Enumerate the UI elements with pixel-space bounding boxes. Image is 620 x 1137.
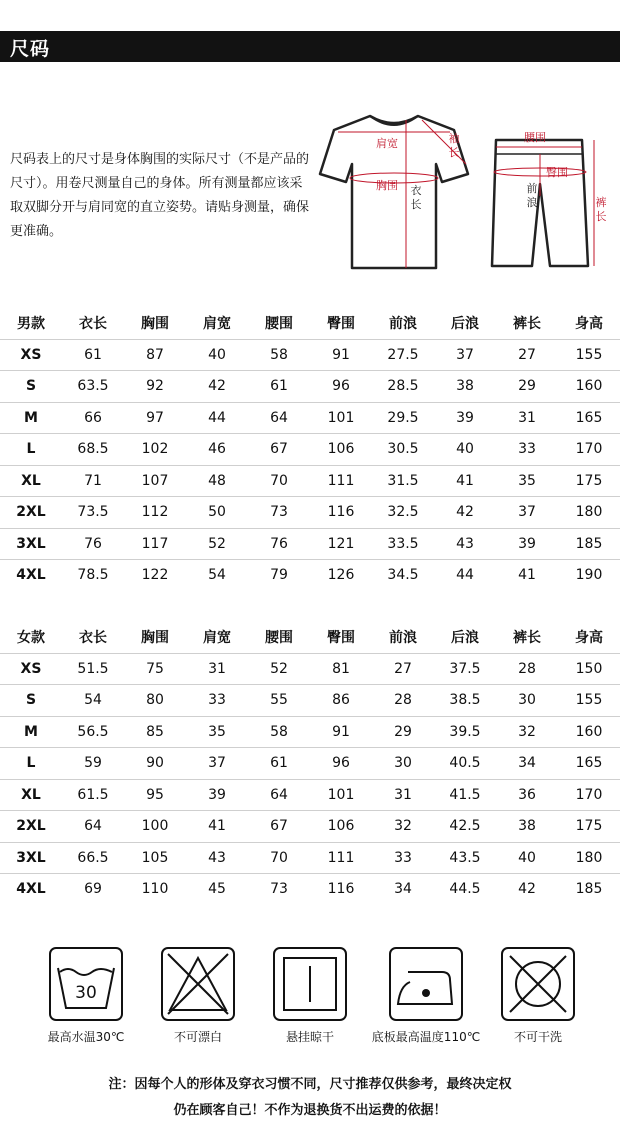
page-title: 尺码 [10, 38, 51, 60]
measurement-cell: 105 [124, 842, 186, 874]
women-size-table [0, 622, 620, 905]
measurement-cell: 50 [186, 497, 248, 529]
care-label: 底板最高温度110℃ [371, 1030, 481, 1044]
men-table-header [0, 308, 620, 339]
measurement-cell: 86 [310, 685, 372, 717]
measurement-cell: 41 [186, 811, 248, 843]
size-cell: M [0, 402, 62, 434]
measurement-cell: 32 [372, 811, 434, 843]
measurement-cell: 106 [310, 434, 372, 466]
measurement-cell: 54 [62, 685, 124, 717]
measurement-cell: 61 [62, 339, 124, 371]
measurement-cell: 64 [248, 402, 310, 434]
table-row [0, 874, 620, 905]
measurement-cell: 30 [372, 748, 434, 780]
measurement-cell: 52 [186, 528, 248, 560]
col-header: 衣长 [62, 622, 124, 653]
measurement-cell: 81 [310, 653, 372, 685]
care-label: 不可漂白 [173, 1030, 223, 1044]
measurement-cell: 48 [186, 465, 248, 497]
wash-30-icon [48, 946, 124, 1022]
hip-label: 臀围 [546, 166, 568, 179]
measurement-cell: 76 [62, 528, 124, 560]
shorts-icon [482, 134, 610, 274]
measurement-cell: 27 [372, 653, 434, 685]
measurement-cell: 54 [208, 567, 226, 584]
measurement-cell: 155 [558, 685, 620, 717]
measurement-cell: 42 [518, 881, 536, 898]
table-row [0, 560, 620, 591]
measurement-cell: 69 [84, 881, 102, 898]
col-header: 胸围 [124, 622, 186, 653]
col-header: 腰围 [248, 308, 310, 339]
measurement-cell: 73.5 [62, 497, 124, 529]
measurement-cell: 38 [496, 811, 558, 843]
care-label: 悬挂晾干 [285, 1030, 335, 1044]
table-row [0, 748, 620, 780]
no-bleach-icon [160, 946, 236, 1022]
size-cell: XL [0, 465, 62, 497]
measurement-cell: 63.5 [62, 371, 124, 403]
measurement-cell: 61 [248, 748, 310, 780]
table-row [0, 497, 620, 529]
size-cell: XS [0, 653, 62, 685]
care-label: 最高水温30℃ [47, 1030, 125, 1044]
table-row [0, 434, 620, 466]
measurement-cell: 30.5 [372, 434, 434, 466]
measurement-cell: 117 [124, 528, 186, 560]
shorts-diagram [482, 131, 610, 274]
measurement-cell: 33 [496, 434, 558, 466]
measurement-cell: 116 [310, 497, 372, 529]
measurement-cell: 170 [558, 779, 620, 811]
table-row [0, 528, 620, 560]
measurement-cell: 121 [310, 528, 372, 560]
measurement-cell: 58 [248, 716, 310, 748]
measurement-cell: 44.5 [449, 881, 481, 898]
wash-temp-text: 30 [75, 983, 97, 1003]
size-cell: S [0, 371, 62, 403]
measurement-cell: 34.5 [387, 567, 419, 584]
note-line-1: 注：因每个人的形体及穿衣习惯不同，尺寸推荐仅供参考，最终决定权 [108, 1077, 512, 1092]
measurement-cell: 160 [558, 716, 620, 748]
measurement-cell: 31.5 [372, 465, 434, 497]
measurement-cell: 175 [558, 811, 620, 843]
measurement-cell: 34 [394, 881, 412, 898]
measurement-cell: 34 [496, 748, 558, 780]
care-label: 不可干洗 [513, 1030, 563, 1044]
measurement-cell: 31 [186, 653, 248, 685]
table-row [0, 402, 620, 434]
col-header: 后浪 [434, 622, 496, 653]
hang-dry-icon [272, 946, 348, 1022]
no-dry-clean-icon [500, 946, 576, 1022]
measurement-cell: 41 [518, 567, 536, 584]
measurement-cell: 180 [558, 842, 620, 874]
measurement-cell: 61.5 [62, 779, 124, 811]
measurement-cell: 96 [310, 371, 372, 403]
measurement-cell: 70 [248, 842, 310, 874]
col-header: 肩宽 [186, 622, 248, 653]
measurement-cell: 39 [496, 528, 558, 560]
measurement-cell: 42 [186, 371, 248, 403]
intro-text: 尺码表上的尺寸是身体胸围的实际尺寸（不是产品的尺寸）。用卷尺测量自己的身体。所有测量都应该采取双脚分开与肩同宽的直立姿势。请贴身测量，确保更准确。 [10, 152, 310, 239]
measurement-cell: 33 [372, 842, 434, 874]
measurement-cell: 70 [248, 465, 310, 497]
care-dryclean [498, 946, 578, 1044]
measurement-cell: 29 [496, 371, 558, 403]
size-cell: 2XL [0, 811, 62, 843]
size-cell: 4XL [16, 567, 46, 584]
measurement-cell: 66 [62, 402, 124, 434]
measurement-cell: 33.5 [372, 528, 434, 560]
measurement-cell: 160 [558, 371, 620, 403]
measurement-cell: 175 [558, 465, 620, 497]
measurement-cell: 28.5 [372, 371, 434, 403]
measurement-cell: 40 [186, 339, 248, 371]
measurement-cell: 165 [558, 748, 620, 780]
care-bleach [158, 946, 238, 1044]
size-cell: L [0, 748, 62, 780]
measurement-cell: 40 [434, 434, 496, 466]
size-cell: 4XL [16, 881, 46, 898]
col-header: 腰围 [248, 622, 310, 653]
table-row [0, 716, 620, 748]
measurement-cell: 107 [124, 465, 186, 497]
measurement-cell: 37 [434, 339, 496, 371]
measurement-cell: 126 [327, 567, 355, 584]
measurement-cell: 80 [124, 685, 186, 717]
chest-label: 胸围 [376, 179, 398, 192]
care-wash [46, 946, 126, 1044]
measurement-cell: 75 [124, 653, 186, 685]
waist-label: 腰围 [524, 131, 546, 144]
measurement-cell: 32.5 [372, 497, 434, 529]
measurement-cell: 41.5 [434, 779, 496, 811]
measurement-cell: 32 [496, 716, 558, 748]
tshirt-diagram [318, 108, 470, 274]
measurement-cell: 92 [124, 371, 186, 403]
measurement-cell: 39.5 [434, 716, 496, 748]
table-row [0, 653, 620, 685]
measurement-cell: 79 [270, 567, 288, 584]
measurement-cell: 43 [186, 842, 248, 874]
measurement-cell: 122 [141, 567, 169, 584]
measurement-cell: 55 [248, 685, 310, 717]
measurement-cell: 165 [558, 402, 620, 434]
men-size-table [0, 308, 620, 591]
measurement-cell: 41 [434, 465, 496, 497]
measurement-cell: 37.5 [434, 653, 496, 685]
measurement-cell: 95 [124, 779, 186, 811]
measurement-cell: 29 [372, 716, 434, 748]
measurement-cell: 43 [434, 528, 496, 560]
measurement-cell: 64 [62, 811, 124, 843]
size-cell: L [0, 434, 62, 466]
measurement-cell: 185 [558, 528, 620, 560]
measurement-cell: 35 [186, 716, 248, 748]
measurement-cell: 40 [496, 842, 558, 874]
measurement-cell: 68.5 [62, 434, 124, 466]
measurement-cell: 180 [558, 497, 620, 529]
measurement-cell: 190 [575, 567, 603, 584]
measurement-cell: 64 [248, 779, 310, 811]
measurement-cell: 111 [310, 465, 372, 497]
measurement-cell: 29.5 [372, 402, 434, 434]
measurement-cell: 100 [124, 811, 186, 843]
measurement-cell: 116 [327, 881, 355, 898]
measurement-cell: 31 [496, 402, 558, 434]
measurement-cell: 59 [62, 748, 124, 780]
measurement-cell: 76 [248, 528, 310, 560]
table-row [0, 339, 620, 371]
col-header: 臀围 [310, 308, 372, 339]
care-iron [371, 946, 481, 1044]
col-header: 女款 [0, 622, 62, 653]
rise-label: 前浪 [526, 182, 538, 209]
measurement-cell: 27 [496, 339, 558, 371]
length-label: 衣长 [410, 184, 422, 211]
measurement-cell: 46 [186, 434, 248, 466]
measurement-cell: 150 [558, 653, 620, 685]
measurement-cell: 67 [248, 811, 310, 843]
col-header: 前浪 [372, 622, 434, 653]
table-row [0, 371, 620, 403]
measurement-cell: 43.5 [434, 842, 496, 874]
measurement-cell: 30 [496, 685, 558, 717]
measurement-cell: 40.5 [434, 748, 496, 780]
measurement-cell: 155 [558, 339, 620, 371]
measurement-cell: 38.5 [434, 685, 496, 717]
col-header: 后浪 [434, 308, 496, 339]
pants-length-label: 裤长 [595, 196, 607, 223]
table-row [0, 811, 620, 843]
measurement-cell: 102 [124, 434, 186, 466]
measurement-cell: 73 [248, 497, 310, 529]
measurement-cell: 38 [434, 371, 496, 403]
measurement-cell: 66.5 [62, 842, 124, 874]
size-cell: XL [0, 779, 62, 811]
col-header: 男款 [0, 308, 62, 339]
note-line-2: 仍在顾客自己！不作为退换货不出运费的依据！ [173, 1103, 447, 1118]
measurement-cell: 42.5 [434, 811, 496, 843]
measurement-cell: 33 [186, 685, 248, 717]
measurement-cell: 87 [124, 339, 186, 371]
size-cell: 3XL [0, 842, 62, 874]
measurement-cell: 31 [372, 779, 434, 811]
measurement-cell: 112 [124, 497, 186, 529]
col-header: 身高 [558, 308, 620, 339]
iron-110-icon [388, 946, 464, 1022]
size-cell: XS [0, 339, 62, 371]
col-header: 前浪 [372, 308, 434, 339]
measurement-cell: 101 [310, 402, 372, 434]
measurement-cell: 44 [186, 402, 248, 434]
col-header: 裤长 [496, 308, 558, 339]
size-cell: 3XL [0, 528, 62, 560]
measurement-cell: 56.5 [62, 716, 124, 748]
measurement-cell: 27.5 [372, 339, 434, 371]
measurement-cell: 67 [248, 434, 310, 466]
header-bar [0, 31, 620, 62]
measurement-cell: 42 [434, 497, 496, 529]
col-header: 胸围 [124, 308, 186, 339]
measurement-cell: 51.5 [62, 653, 124, 685]
size-cell: M [0, 716, 62, 748]
col-header: 肩宽 [186, 308, 248, 339]
col-header: 裤长 [496, 622, 558, 653]
measurement-cell: 58 [248, 339, 310, 371]
table-row [0, 779, 620, 811]
shoulder-label: 肩宽 [376, 137, 398, 150]
table-row [0, 465, 620, 497]
col-header: 身高 [558, 622, 620, 653]
measurement-cell: 106 [310, 811, 372, 843]
col-header: 衣长 [62, 308, 124, 339]
measurement-cell: 91 [310, 339, 372, 371]
care-hang [270, 946, 350, 1044]
measurement-cell: 61 [248, 371, 310, 403]
measurement-cell: 37 [186, 748, 248, 780]
size-cell: S [0, 685, 62, 717]
measurement-cell: 71 [62, 465, 124, 497]
measurement-cell: 101 [310, 779, 372, 811]
measurement-cell: 39 [186, 779, 248, 811]
measurement-cell: 39 [434, 402, 496, 434]
measurement-cell: 91 [310, 716, 372, 748]
measurement-cell: 110 [141, 881, 169, 898]
measurement-cell: 36 [496, 779, 558, 811]
measurement-cell: 28 [372, 685, 434, 717]
col-header: 臀围 [310, 622, 372, 653]
measurement-cell: 85 [124, 716, 186, 748]
measurement-cell: 52 [248, 653, 310, 685]
measurement-cell: 170 [558, 434, 620, 466]
measurement-cell: 90 [124, 748, 186, 780]
measurement-cell: 45 [208, 881, 226, 898]
measurement-cell: 35 [496, 465, 558, 497]
table-row [0, 842, 620, 874]
measurement-cell: 73 [270, 881, 288, 898]
women-table-header [0, 622, 620, 653]
measurement-cell: 111 [310, 842, 372, 874]
measurement-cell: 37 [496, 497, 558, 529]
measurement-cell: 28 [496, 653, 558, 685]
measurement-cell: 185 [575, 881, 603, 898]
table-row [0, 685, 620, 717]
sleeve-label: 袖长 [448, 132, 460, 159]
measurement-cell: 78.5 [77, 567, 109, 584]
size-cell: 2XL [0, 497, 62, 529]
measurement-cell: 97 [124, 402, 186, 434]
measurement-cell: 96 [310, 748, 372, 780]
measurement-cell: 44 [456, 567, 474, 584]
